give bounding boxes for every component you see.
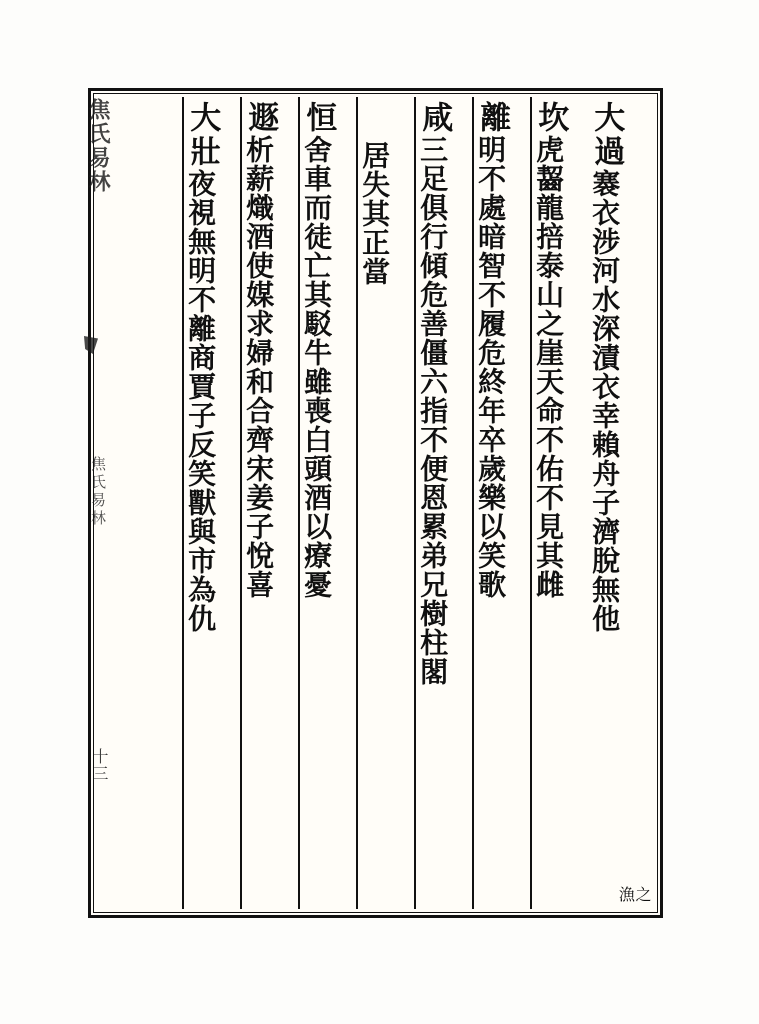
hexagram-heading-heng: 恒 bbox=[300, 101, 337, 135]
text-block-frame bbox=[88, 88, 663, 918]
marginal-notes-daguo bbox=[617, 886, 650, 903]
hexagram-heading-dun: 遯 bbox=[242, 101, 279, 135]
marginal-note-zhi: 之 bbox=[633, 886, 652, 903]
entry-text-dun: 析薪熾酒使媒求婦和合齊宋姜子悅喜 bbox=[242, 135, 276, 599]
entry-text-li: 明不處暗智不履危終年卒歲樂以笑歌 bbox=[474, 135, 508, 599]
text-column-dazhuang bbox=[182, 97, 240, 909]
hexagram-heading-dazhuang: 大壯 bbox=[184, 101, 221, 169]
entry-text-daguo: 褰衣涉河水深漬衣幸賴舟子濟脫無他 bbox=[588, 169, 622, 633]
text-column-dun bbox=[240, 97, 298, 909]
entry-text-xian: 三足俱行傾危善僵六指不便恩累弟兄樹柱閣 bbox=[416, 135, 450, 686]
hexagram-heading-li: 離 bbox=[474, 101, 511, 135]
entry-text-dazhuang: 夜視無明不離商賈子反笑獸與市為仇 bbox=[184, 169, 218, 633]
text-column-continuation bbox=[356, 97, 414, 909]
hexagram-heading-xian: 咸 bbox=[416, 101, 453, 135]
hexagram-heading-kan: 坎 bbox=[532, 101, 569, 135]
text-column-xian bbox=[414, 97, 472, 909]
hexagram-heading-daguo: 大過 bbox=[588, 101, 625, 169]
marginal-note-yu: 漁 bbox=[616, 886, 636, 903]
entry-text-heng: 舍車而徒亡其駁牛雖喪白頭酒以療憂 bbox=[300, 135, 334, 599]
margin-book-title: 焦氏易林 bbox=[89, 456, 107, 528]
column-container bbox=[99, 97, 652, 909]
entry-text-kan: 虎齧龍掊泰山之崖天命不佑不見其雌 bbox=[532, 135, 566, 599]
text-column-kan bbox=[530, 97, 588, 909]
margin-header-title: 焦氏易林 bbox=[85, 98, 111, 194]
text-column-li bbox=[472, 97, 530, 909]
entry-text-continuation: 居失其正當 bbox=[358, 141, 392, 286]
page-number: 十三 bbox=[90, 748, 109, 782]
text-column-heng bbox=[298, 97, 356, 909]
text-column-daguo bbox=[588, 97, 652, 909]
